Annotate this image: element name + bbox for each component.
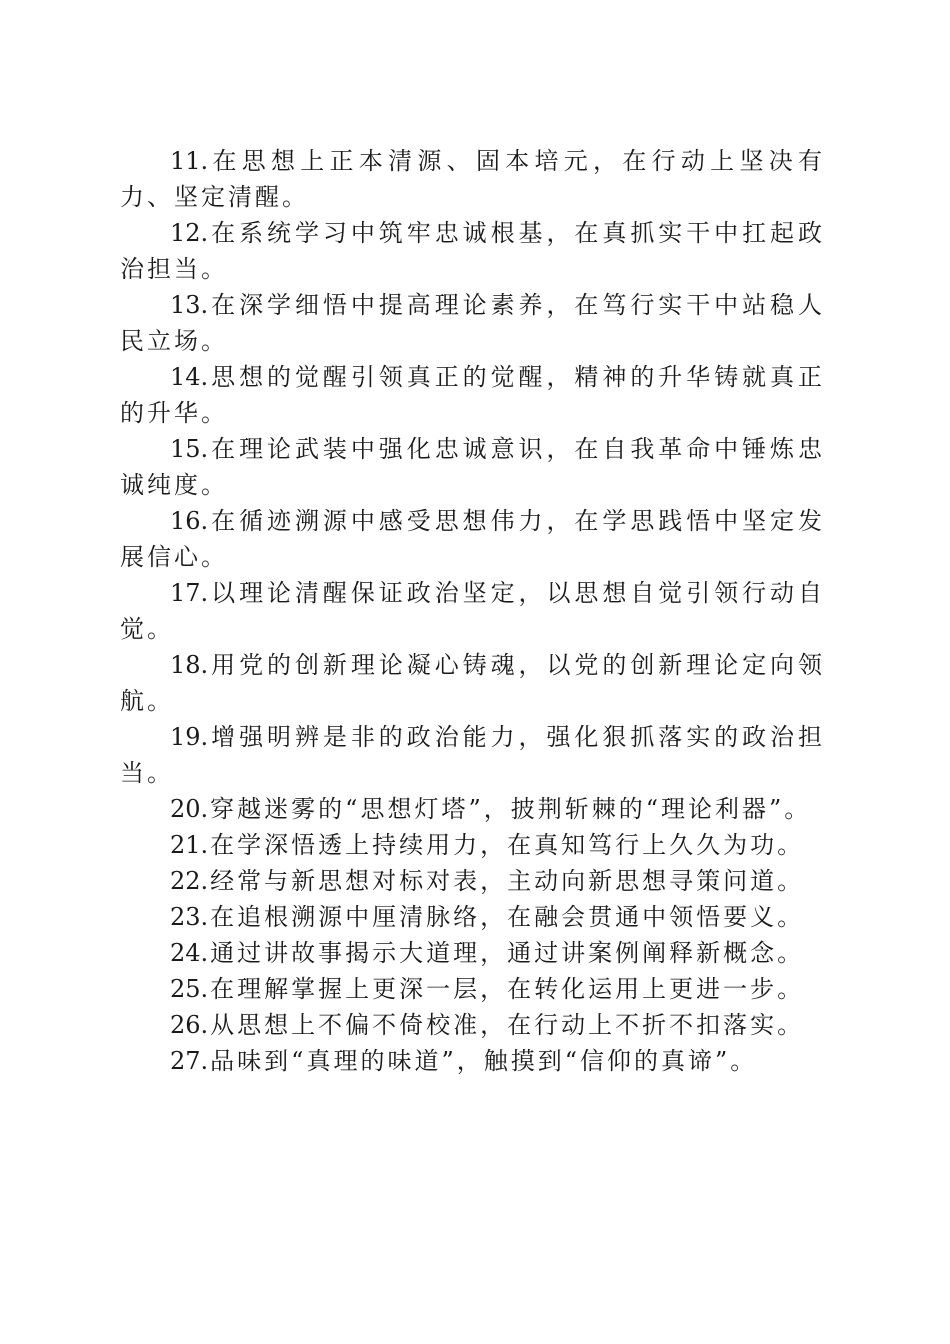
item-text: 增强明辨是非的政治能力，强化狠抓落实的政治担当。 bbox=[120, 723, 825, 787]
list-item bbox=[120, 503, 825, 575]
item-text: 在循迹溯源中感受思想伟力，在学思践悟中坚定发展信心。 bbox=[120, 507, 825, 571]
item-text: 在学深悟透上持续用力，在真知笃行上久久为功。 bbox=[210, 831, 805, 859]
list-item bbox=[120, 1007, 825, 1043]
item-number: 19. bbox=[170, 723, 209, 751]
item-text: 在理解掌握上更深一层，在转化运用上更进一步。 bbox=[210, 975, 805, 1003]
item-number: 14. bbox=[170, 363, 209, 391]
item-text: 通过讲故事揭示大道理，通过讲案例阐释新概念。 bbox=[210, 939, 805, 967]
item-number: 23. bbox=[170, 903, 209, 931]
list-item bbox=[120, 647, 825, 719]
item-text: 以理论清醒保证政治坚定，以思想自觉引领行动自觉。 bbox=[120, 579, 825, 643]
item-number: 24. bbox=[170, 939, 209, 967]
list-item bbox=[120, 431, 825, 503]
item-number: 15. bbox=[170, 435, 209, 463]
item-number: 11. bbox=[170, 147, 209, 175]
item-text: 从思想上不偏不倚校准，在行动上不折不扣落实。 bbox=[210, 1011, 805, 1039]
item-text: 穿越迷雾的“思想灯塔”，披荆斩棘的“理论利器”。 bbox=[210, 795, 812, 823]
list-item bbox=[120, 1043, 825, 1079]
item-number: 20. bbox=[170, 795, 209, 823]
list-item bbox=[120, 287, 825, 359]
list-item bbox=[120, 791, 825, 827]
item-number: 21. bbox=[170, 831, 209, 859]
list-item bbox=[120, 575, 825, 647]
list-item bbox=[120, 935, 825, 971]
item-text: 用党的创新理论凝心铸魂，以党的创新理论定向领航。 bbox=[120, 651, 825, 715]
item-number: 26. bbox=[170, 1011, 209, 1039]
item-text: 品味到“真理的味道”，触摸到“信仰的真谛”。 bbox=[210, 1047, 758, 1075]
item-text: 在思想上正本清源、固本培元，在行动上坚决有力、坚定清醒。 bbox=[120, 147, 825, 211]
item-number: 22. bbox=[170, 867, 209, 895]
list-item bbox=[120, 143, 825, 215]
item-text: 在追根溯源中厘清脉络，在融会贯通中领悟要义。 bbox=[210, 903, 805, 931]
list-item bbox=[120, 827, 825, 863]
item-number: 18. bbox=[170, 651, 209, 679]
item-number: 27. bbox=[170, 1047, 209, 1075]
list-item bbox=[120, 971, 825, 1007]
item-number: 12. bbox=[170, 219, 209, 247]
item-text: 经常与新思想对标对表，主动向新思想寻策问道。 bbox=[210, 867, 805, 895]
item-text: 在系统学习中筑牢忠诚根基，在真抓实干中扛起政治担当。 bbox=[120, 219, 825, 283]
list-item bbox=[120, 215, 825, 287]
list-item bbox=[120, 863, 825, 899]
list-item bbox=[120, 899, 825, 935]
item-number: 16. bbox=[170, 507, 209, 535]
document-body bbox=[120, 143, 825, 1079]
list-item bbox=[120, 719, 825, 791]
item-number: 13. bbox=[170, 291, 209, 319]
item-text: 在深学细悟中提高理论素养，在笃行实干中站稳人民立场。 bbox=[120, 291, 825, 355]
item-number: 25. bbox=[170, 975, 209, 1003]
item-text: 思想的觉醒引领真正的觉醒，精神的升华铸就真正的升华。 bbox=[120, 363, 825, 427]
item-text: 在理论武装中强化忠诚意识，在自我革命中锤炼忠诚纯度。 bbox=[120, 435, 825, 499]
item-number: 17. bbox=[170, 579, 209, 607]
list-item bbox=[120, 359, 825, 431]
